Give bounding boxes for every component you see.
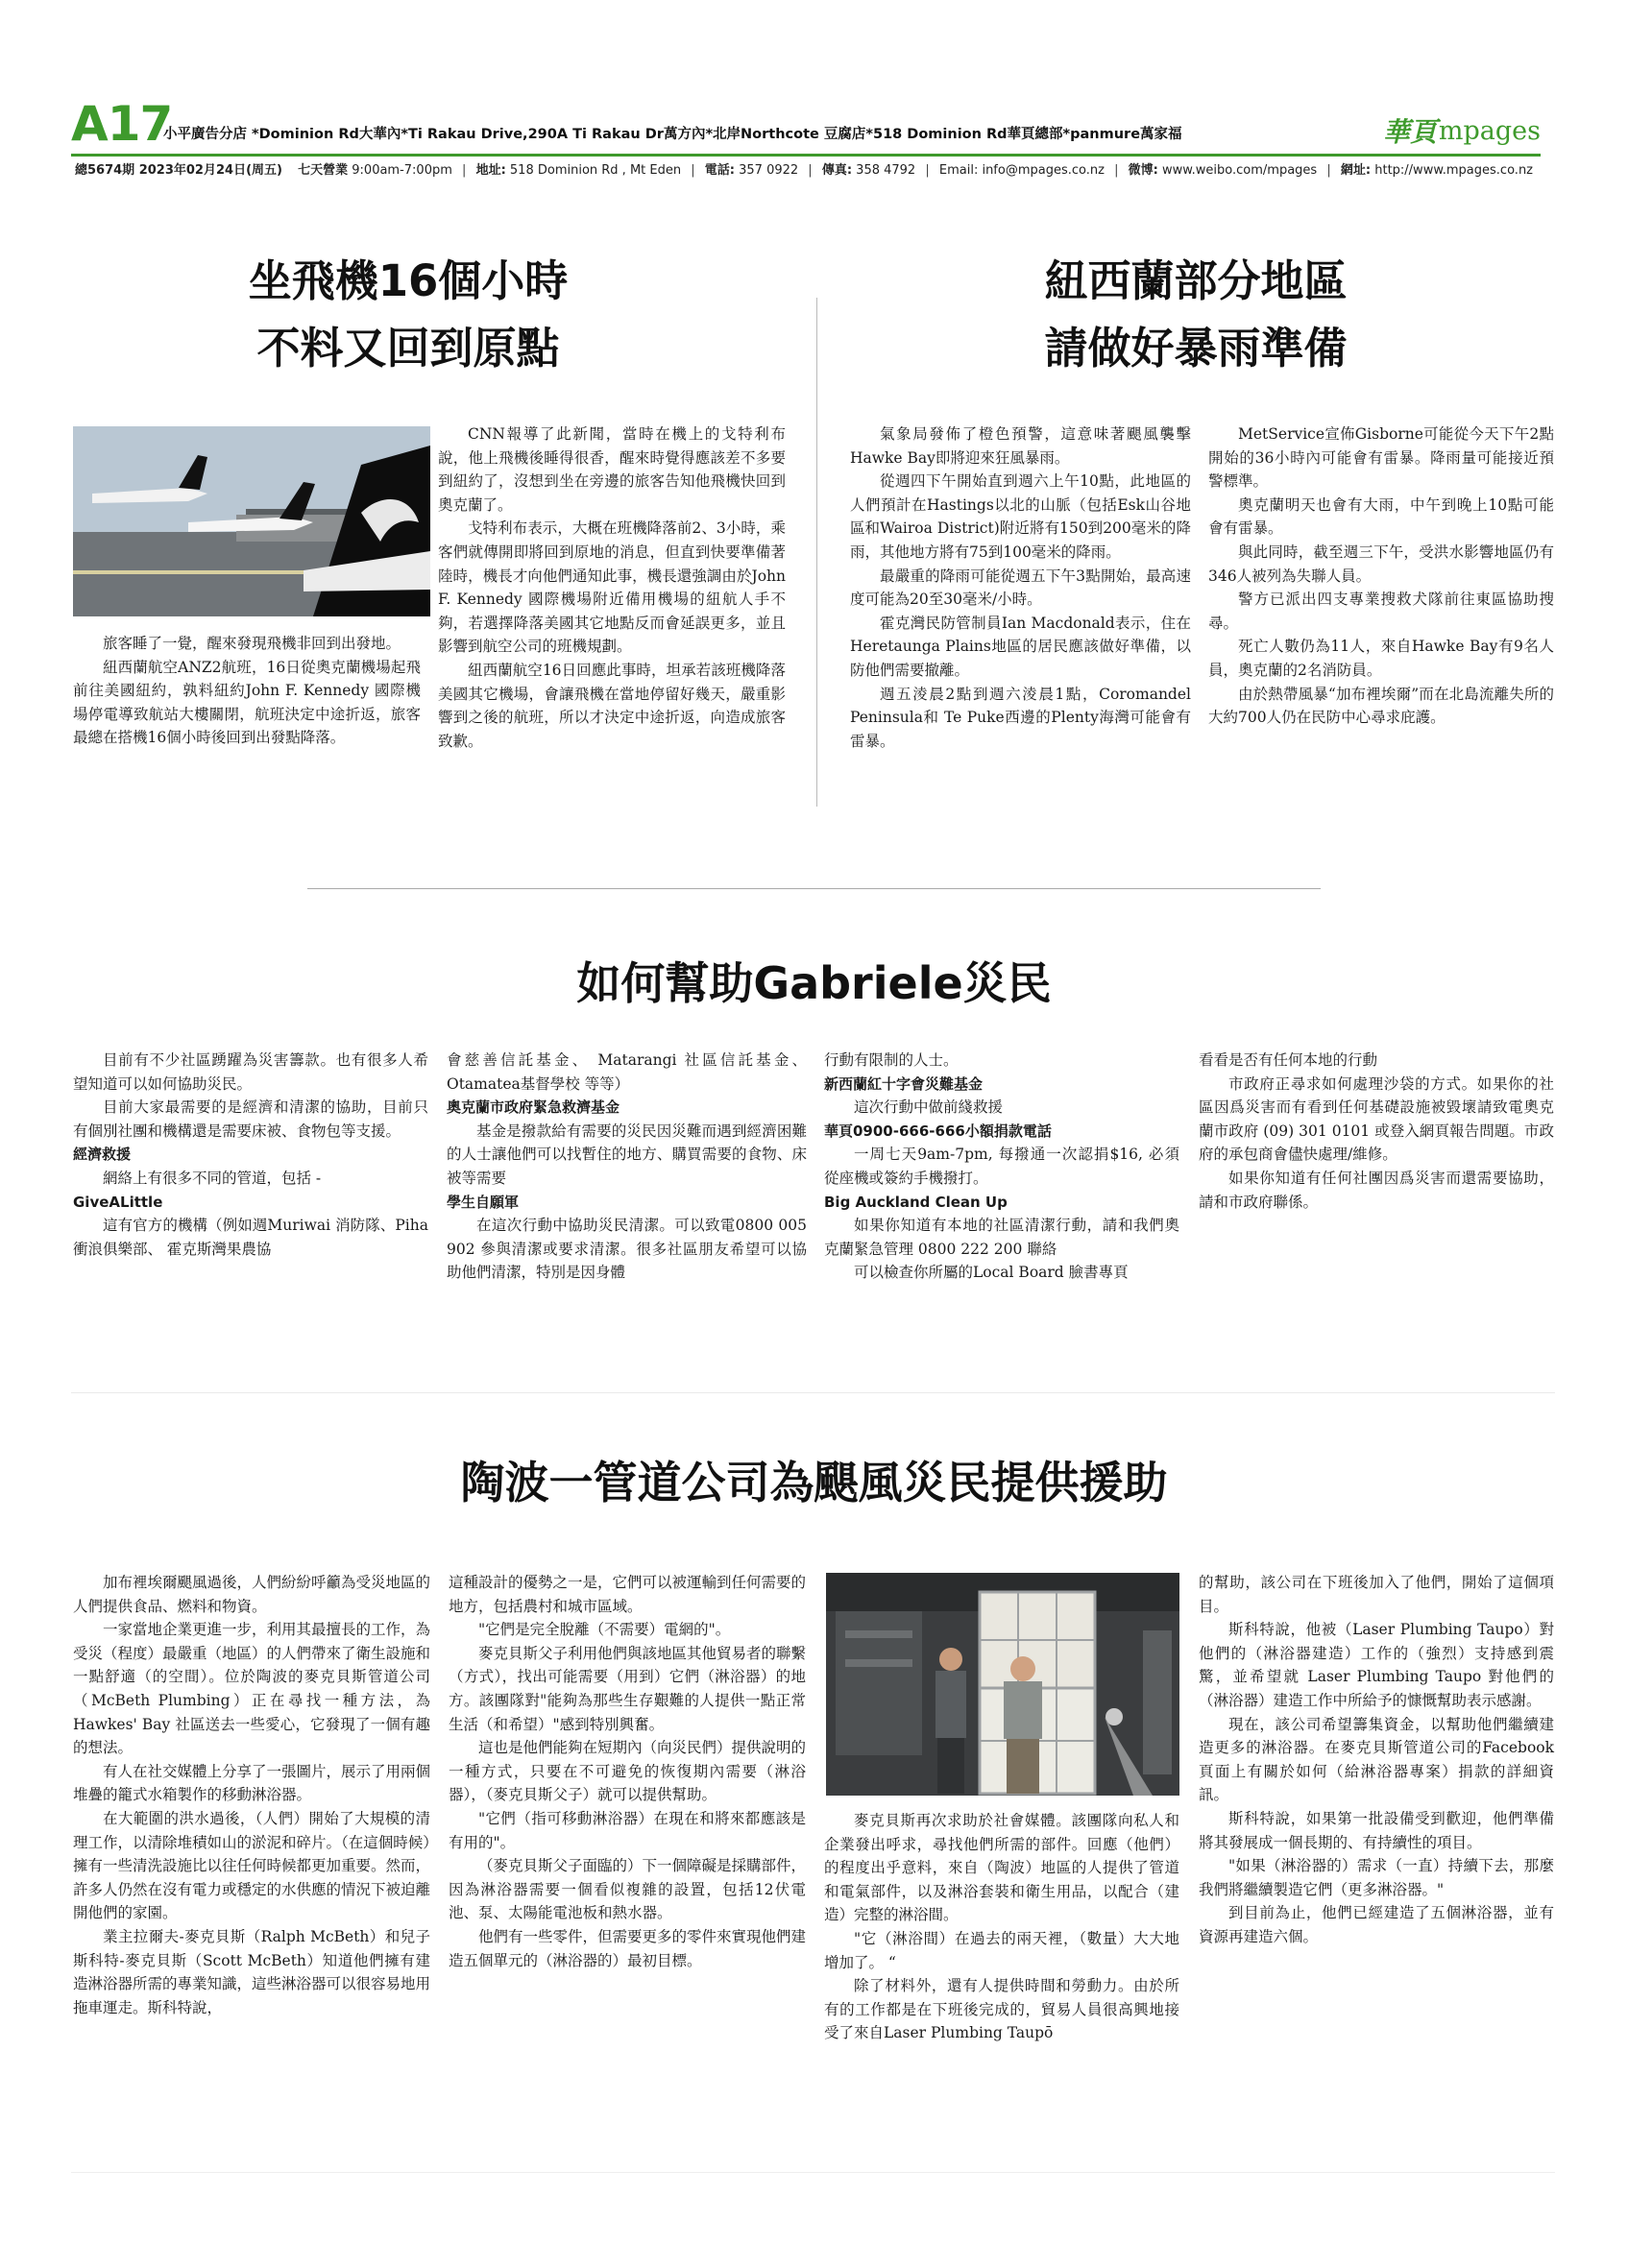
story1-headline: [192, 248, 624, 382]
paragraph: 戈特利布表示，大概在班機降落前2、3小時，乘客們就傳開即將回到原地的消息，但直到快要準備著陸時，機長才向他們通知此事，機長還強調由於John F. Kennedy 國際機場附近備用機場的紐航人手不夠，若選擇降落美國其它地點反而會延誤更多，並且影響到航空公司的班機規劃。: [438, 519, 786, 656]
paragraph: 除了材料外，還有人提供時間和勞動力。由於所有的工作都是在下班後完成的，貿易人員很高興地接受了來自Laser Plumbing Taupō: [824, 1977, 1179, 2042]
subheading: GiveALittle: [73, 1193, 163, 1211]
story2-column-a: [850, 422, 1191, 753]
paragraph: 奧克蘭明天也會有大雨，中午到晚上10點可能會有雷暴。: [1208, 495, 1554, 538]
paragraph-continued: 看看是否有任何本地的行動: [1199, 1051, 1378, 1069]
paragraph: 紐西蘭航空16日回應此事時，坦承若該班機降落美國其它機場，會讓飛機在當地停留好幾天，嚴重影響到之後的航班，所以才決定中途折返，向造成旅客致歉。: [438, 661, 786, 750]
column-divider: [816, 298, 817, 807]
subheading: 經濟救援: [73, 1146, 132, 1164]
paragraph: 由於熱帶風暴“加布裡埃爾”而在北島流離失所的大約700人仍在民防中心尋求庇護。: [1208, 685, 1554, 727]
paragraph-continued: 行動有限制的人士。: [824, 1051, 959, 1069]
paragraph: "如果（淋浴器的）需求（一直）持續下去，那麼我們將繼續製造它們（更多淋浴器。": [1199, 1857, 1554, 1898]
subheading: 新西蘭紅十字會災難基金: [824, 1074, 984, 1093]
paragraph-continued: 的幫助，該公司在下班後加入了他們，開始了這個項目。: [1199, 1574, 1554, 1615]
paragraph: 到目前為止，他們已經建造了五個淋浴器，並有資源再建造六個。: [1199, 1904, 1554, 1945]
paragraph: 霍克灣民防管制員Ian Macdonald表示，住在Heretaunga Plains地區的居民應該做好準備，以防他們需要撤離。: [850, 614, 1191, 679]
story4-column-1: [73, 1571, 430, 2019]
paragraph: 如果你知道有本地的社區清潔行動，請和我們奧克蘭緊急管理 0800 222 200 聯絡: [824, 1217, 1179, 1258]
fax: 358 4792: [856, 163, 916, 178]
issue-date: 總5674期 2023年02月24日(周五): [75, 163, 282, 178]
paragraph: 可以檢查你所屬的Local Board 臉書專頁: [854, 1264, 1129, 1282]
story2-column-b: [1208, 422, 1554, 730]
paragraph: 氣象局發佈了橙色預警，這意味著颶風襲擊Hawke Bay即將迎來狂風暴雨。: [850, 425, 1191, 467]
story4-column-4: [1199, 1571, 1554, 1949]
paragraph: 麥克貝斯再次求助於社會媒體。該團隊向私人和企業發出呼求，尋找他們所需的部件。回應（他們）的程度出乎意料，來自（陶波）地區的人提供了管道和電氣部件，以及淋浴套裝和衛生用品，以配合（建造）完整的淋浴間。: [824, 1812, 1179, 1924]
story2-headline-line1: 紐西蘭部分地區: [1044, 255, 1348, 306]
subheading: 學生自願軍: [447, 1193, 520, 1211]
paragraph: 旅客睡了一覺，醒來發現飛機非回到出發地。: [103, 635, 401, 652]
paragraph: 市政府正尋求如何處理沙袋的方式。如果你的社區因爲災害而有看到任何基礎設施被毀壞請致電奧克蘭市政府 (09) 301 0101 或登入網頁報告問題。市政府的承包商會儘快處理/維修。: [1199, 1074, 1554, 1164]
website-label: 網址:: [1340, 163, 1372, 178]
story4-column-2: [449, 1571, 806, 1972]
paragraph-continued: 這種設計的優勢之一是，它們可以被運輸到任何需要的地方，包括農村和城市區域。: [449, 1574, 807, 1615]
paragraph: "它（淋浴間）在過去的兩天裡，（數量）大大地增加了。 “: [824, 1929, 1179, 1971]
fax-label: 傳真:: [821, 163, 853, 178]
airplane-photo: [73, 426, 430, 616]
phone: 357 0922: [739, 163, 799, 178]
paragraph: 斯科特說，他被（Laser Plumbing Taupo）對他們的（淋浴器建造）工作的（強烈）支持感到震驚，並希望就 Laser Plumbing Taupo 對他們的（淋浴器）建造工作中所給予的慷慨幫助表示感謝。: [1199, 1621, 1554, 1709]
website[interactable]: http://www.mpages.co.nz: [1374, 163, 1534, 178]
paragraph: 如果你知道有任何社團因爲災害而還需要協助，請和市政府聯係。: [1199, 1169, 1554, 1211]
logo-chars: 華頁: [1382, 116, 1437, 148]
section-divider: [71, 1392, 1555, 1393]
paragraph: 目前有不少社區踴躍為災害籌款。也有很多人希望知道可以如何協助災民。: [73, 1051, 428, 1093]
paragraph: 麥克貝斯父子利用他們與該地區其他貿易者的聯繫（方式），找出可能需要（用到）它們（淋浴器）的地方。該團隊對"能夠為那些生存艱難的人提供一點正常生活（和希望）"感到特別興奮。: [449, 1644, 807, 1733]
paragraph: 業主拉爾夫-麥克貝斯（Ralph McBeth）和兒子斯科特-麥克貝斯（Scott McBeth）知道他們擁有建造淋浴器所需的專業知識，這些淋浴器可以很容易地用拖車運走。斯科特說，: [73, 1927, 431, 2016]
story4-column-3: [824, 1809, 1179, 2045]
paragraph: 從週四下午開始直到週六上午10點，此地區的人們預計在Hastings以北的山脈（包括Esk山谷地區和Wairoa District)附近將有150到200毫米的降雨，其他地方將有75到100毫米的降雨。: [850, 472, 1191, 561]
paragraph: 加布裡埃爾颶風過後，人們紛紛呼籲為受災地區的人們提供食品、燃料和物資。: [73, 1574, 431, 1615]
masthead-info: 總5674期 2023年02月24日(周五) 七天營業 9:00am-7:00pm | 地址: 518 Dominion Rd , Mt Eden | 電話: 357 0922 | 傳真: 358 4792 | Email: info@mpages.co.nz | 微博: www.weibo.com/mpages | 網址: http://www.mpages.co.nz: [75, 163, 1534, 178]
paragraph: 警方已派出四支專業搜救犬隊前往東區協助搜尋。: [1208, 591, 1554, 632]
story3-column-4: [1199, 1049, 1554, 1214]
weibo[interactable]: www.weibo.com/mpages: [1161, 163, 1318, 178]
address-label: 地址:: [475, 163, 506, 178]
section-divider: [307, 888, 1321, 889]
page-number: A17: [71, 96, 173, 152]
paragraph: 死亡人數仍為11人，來自Hawke Bay有9名人員，奧克蘭的2名消防員。: [1208, 638, 1554, 679]
paragraph: 目前大家最需要的是經濟和清潔的協助，目前只有個別社團和機構還是需要床被、食物包等支援。: [73, 1098, 428, 1140]
paragraph: 基金是撥款給有需要的災民因災難而遇到經濟困難的人士讓他們可以找暫住的地方、購買需要的食物、床被等需要: [447, 1122, 807, 1187]
hours: 9:00am-7:00pm: [352, 163, 452, 178]
paragraph: 他們有一些零件，但需要更多的零件來實現他們建造五個單元的（淋浴器的）最初目標。: [449, 1927, 807, 1969]
paragraph: 最嚴重的降雨可能從週五下午3點開始，最高速度可能為20至30毫米/小時。: [850, 567, 1191, 609]
story4-headline: 陶波一管道公司為颶風災民提供援助: [460, 1457, 1168, 1508]
email[interactable]: Email: info@mpages.co.nz: [938, 163, 1105, 178]
paragraph: 現在，該公司希望籌集資金，以幫助他們繼續建造更多的淋浴器。在麥克貝斯管道公司的Facebook 頁面上有關於如何（給淋浴器專案）捐款的詳細資訊。: [1199, 1715, 1554, 1804]
subheading: 華頁0900-666-666小額捐款電話: [824, 1122, 1052, 1140]
story1-column-b: [438, 422, 786, 753]
mpages-logo: [1383, 111, 1541, 150]
shower-unit-photo: [826, 1573, 1179, 1796]
subheading: Big Auckland Clean Up: [824, 1193, 1008, 1211]
paragraph: 這次行動中做前綫救援: [854, 1098, 1004, 1117]
paragraph-continued: 會慈善信託基金、 Matarangi 社區信託基金、Otamatea基督學校 等等）: [447, 1051, 807, 1093]
footer-rule: [71, 2172, 1555, 2173]
subheading: 奧克蘭市政府緊急救濟基金: [447, 1098, 620, 1117]
paragraph: "它們（指可移動淋浴器）在現在和將來都應該是有用的"。: [449, 1809, 806, 1851]
paragraph: 在大範圍的洪水過後，（人們）開始了大規模的清理工作，以清除堆積如山的淤泥和碎片。（在這個時候）擁有一些清洗設施比以往任何時候都更加重要。然而，許多人仍然在沒有電力或穩定的水供應的情況下被迫離開他們的家園。: [73, 1809, 431, 1922]
story1-column-a: [73, 632, 421, 750]
paragraph: 斯科特說，如果第一批設備受到歡迎，他們準備將其發展成一個長期的、有持續性的項目。: [1199, 1809, 1554, 1851]
paragraph: 一家當地企業更進一步，利用其最擅長的工作，為受災（程度）最嚴重（地區）的人們帶來了衛生設施和一點舒適（的空間）。位於陶波的麥克貝斯管道公司（McBeth Plumbing）正在尋找一種方法，為 Hawkes' Bay 社區送去一些愛心，它發現了一個有趣的想法。: [73, 1621, 431, 1757]
paragraph: 週五淩晨2點到週六淩晨1點，Coromandel Peninsula和 Te Puke西邊的Plenty海灣可能會有雷暴。: [850, 685, 1191, 750]
paragraph: 在這次行動中協助災民清潔。可以致電0800 005 902 參與清潔或要求清潔。很多社區朋友希望可以協助他們清潔，特別是因身體: [447, 1217, 807, 1282]
paragraph: 紐西蘭航空ANZ2航班，16日從奧克蘭機場起飛前往美國紐約，孰料紐約John F. Kennedy 國際機場停電導致航站大樓關閉，航班決定中途折返，旅客最總在搭機16個小時後回到出發點降落。: [73, 658, 421, 747]
paragraph: CNN報導了此新聞，當時在機上的戈特利布說，他上飛機後睡得很香，醒來時覺得應該差不多要到紐約了，沒想到坐在旁邊的旅客告知他飛機快回到奧克蘭了。: [438, 425, 786, 514]
paragraph: 這有官方的機構（例如週Muriwai 消防隊、Piha 衝浪俱樂部、 霍克斯灣果農協: [73, 1217, 428, 1258]
address: 518 Dominion Rd , Mt Eden: [509, 163, 682, 178]
paragraph: 與此同時，截至週三下午，受洪水影響地區仍有346人被列為失聯人員。: [1208, 543, 1554, 585]
story3-headline: 如何幫助Gabriele災民: [576, 957, 1052, 1009]
story3-column-1: [73, 1049, 428, 1261]
paragraph: "它們是完全脫離（不需要）電網的"。: [478, 1621, 731, 1639]
masthead-rule: [71, 154, 1541, 157]
paragraph: 這也是他們能夠在短期內（向災民們）提供說明的一種方式，只要在不可避免的恢復期內需要（淋浴器），（麥克貝斯父子）就可以提供幫助。: [449, 1739, 807, 1804]
story2-headline: [970, 248, 1421, 382]
logo-text: mpages: [1438, 115, 1541, 146]
paragraph: 一周七天9am-7pm, 每撥通一次認捐$16, 必須從座機或簽約手機撥打。: [824, 1146, 1179, 1187]
branch-ad-line: 小平廣告分店 *Dominion Rd大華內*Ti Rakau Drive,290A Ti Rakau Dr萬方內*北岸Northcote 豆腐店*518 Dominion Rd華頁總部*panmure萬家福: [163, 127, 1182, 142]
masthead: [71, 96, 1541, 182]
paragraph: 網絡上有很多不同的管道，包括 -: [103, 1169, 322, 1187]
story2-headline-line2: 請做好暴雨準備: [1044, 323, 1348, 374]
paragraph: （麥克貝斯父子面臨的）下一個障礙是採購部件，因為淋浴器需要一個看似複雜的設置，包括12伏電池、泵、太陽能電池板和熱水器。: [449, 1857, 807, 1922]
phone-label: 電話:: [704, 163, 735, 178]
hours-label: 七天營業: [298, 163, 349, 178]
story1-headline-line1: 坐飛機16個小時: [248, 255, 569, 306]
paragraph: MetService宣佈Gisborne可能從今天下午2點開始的36小時內可能會有雷暴。降雨量可能接近預警標準。: [1208, 425, 1554, 491]
story3-column-3: [824, 1049, 1179, 1285]
story3-column-2: [447, 1049, 807, 1285]
paragraph: 有人在社交媒體上分享了一張圖片，展示了用兩個堆疊的籠式水箱製作的移動淋浴器。: [73, 1762, 431, 1804]
weibo-label: 微博:: [1128, 163, 1158, 178]
story1-headline-line2: 不料又回到原點: [256, 323, 560, 374]
